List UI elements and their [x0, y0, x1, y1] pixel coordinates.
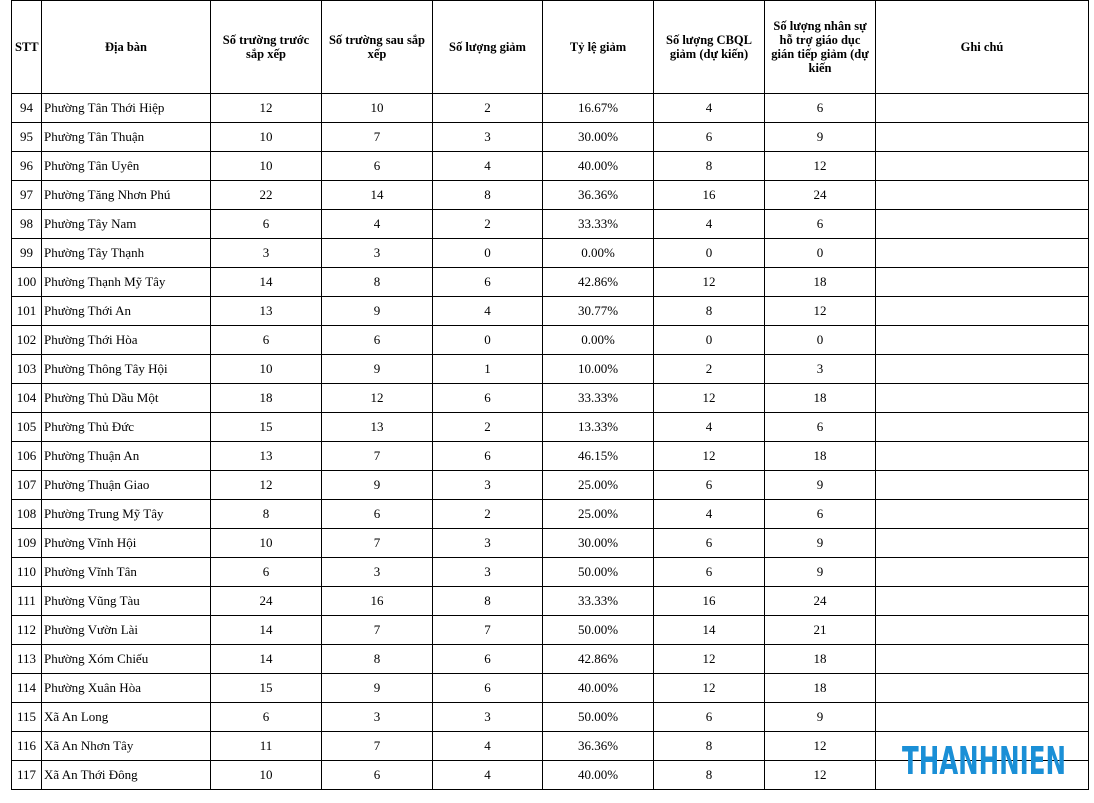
- cell-reduction-count: 4: [433, 152, 543, 181]
- col-header-reduction-rate: Tỷ lệ giảm: [543, 1, 654, 94]
- cell-schools-before: 22: [211, 181, 322, 210]
- col-header-schools-before: Số trường trước sắp xếp: [211, 1, 322, 94]
- table-row: [12, 355, 1089, 384]
- watermark-text: THANHNIEN: [902, 739, 1066, 780]
- cell-schools-before: 11: [211, 732, 322, 761]
- cell-schools-after: 7: [322, 529, 433, 558]
- table-row: [12, 239, 1089, 268]
- cell-notes: [876, 587, 1089, 616]
- cell-support-staff-reduced: 0: [765, 326, 876, 355]
- cell-stt: 95: [12, 123, 42, 152]
- cell-notes: [876, 384, 1089, 413]
- cell-reduction-rate: 0.00%: [543, 239, 654, 268]
- cell-schools-after: 6: [322, 326, 433, 355]
- cell-reduction-rate: 40.00%: [543, 152, 654, 181]
- cell-stt: 109: [12, 529, 42, 558]
- cell-managers-reduced: 6: [654, 123, 765, 152]
- cell-schools-before: 18: [211, 384, 322, 413]
- cell-schools-before: 12: [211, 471, 322, 500]
- cell-schools-after: 6: [322, 500, 433, 529]
- cell-area: Phường Vĩnh Hội: [42, 529, 211, 558]
- cell-managers-reduced: 4: [654, 210, 765, 239]
- table-row: [12, 326, 1089, 355]
- cell-reduction-rate: 33.33%: [543, 587, 654, 616]
- cell-stt: 103: [12, 355, 42, 384]
- cell-managers-reduced: 12: [654, 674, 765, 703]
- table-row: [12, 94, 1089, 123]
- cell-area: Phường Thới An: [42, 297, 211, 326]
- table-row: [12, 210, 1089, 239]
- cell-schools-before: 6: [211, 558, 322, 587]
- cell-schools-after: 3: [322, 239, 433, 268]
- cell-managers-reduced: 16: [654, 587, 765, 616]
- col-header-reduction-count: Số lượng giảm: [433, 1, 543, 94]
- cell-notes: [876, 94, 1089, 123]
- cell-managers-reduced: 6: [654, 558, 765, 587]
- cell-notes: [876, 413, 1089, 442]
- cell-area: Phường Thới Hòa: [42, 326, 211, 355]
- cell-managers-reduced: 6: [654, 703, 765, 732]
- cell-support-staff-reduced: 18: [765, 674, 876, 703]
- cell-support-staff-reduced: 18: [765, 268, 876, 297]
- cell-schools-after: 9: [322, 674, 433, 703]
- cell-schools-after: 7: [322, 442, 433, 471]
- cell-schools-after: 9: [322, 471, 433, 500]
- cell-support-staff-reduced: 18: [765, 384, 876, 413]
- cell-support-staff-reduced: 12: [765, 761, 876, 790]
- cell-schools-before: 15: [211, 413, 322, 442]
- table-row: [12, 181, 1089, 210]
- cell-reduction-rate: 25.00%: [543, 500, 654, 529]
- cell-area: Phường Tân Thới Hiệp: [42, 94, 211, 123]
- cell-schools-before: 8: [211, 500, 322, 529]
- cell-support-staff-reduced: 18: [765, 645, 876, 674]
- cell-support-staff-reduced: 3: [765, 355, 876, 384]
- cell-stt: 116: [12, 732, 42, 761]
- cell-reduction-count: 3: [433, 123, 543, 152]
- cell-area: Phường Xuân Hòa: [42, 674, 211, 703]
- cell-reduction-count: 4: [433, 761, 543, 790]
- table-row: [12, 587, 1089, 616]
- cell-schools-after: 7: [322, 732, 433, 761]
- cell-notes: [876, 529, 1089, 558]
- cell-reduction-rate: 25.00%: [543, 471, 654, 500]
- cell-notes: [876, 210, 1089, 239]
- cell-area: Phường Tăng Nhơn Phú: [42, 181, 211, 210]
- cell-reduction-count: 1: [433, 355, 543, 384]
- cell-schools-before: 6: [211, 210, 322, 239]
- cell-notes: [876, 326, 1089, 355]
- cell-stt: 107: [12, 471, 42, 500]
- cell-schools-after: 8: [322, 268, 433, 297]
- table-row: [12, 529, 1089, 558]
- cell-stt: 115: [12, 703, 42, 732]
- cell-reduction-rate: 0.00%: [543, 326, 654, 355]
- cell-managers-reduced: 14: [654, 616, 765, 645]
- cell-notes: [876, 355, 1089, 384]
- cell-reduction-rate: 42.86%: [543, 645, 654, 674]
- cell-managers-reduced: 4: [654, 94, 765, 123]
- cell-schools-after: 7: [322, 616, 433, 645]
- cell-stt: 101: [12, 297, 42, 326]
- cell-support-staff-reduced: 12: [765, 732, 876, 761]
- cell-reduction-count: 6: [433, 384, 543, 413]
- cell-schools-before: 3: [211, 239, 322, 268]
- cell-schools-after: 8: [322, 645, 433, 674]
- table-row: [12, 761, 1089, 790]
- cell-reduction-count: 0: [433, 326, 543, 355]
- cell-area: Phường Tân Uyên: [42, 152, 211, 181]
- cell-managers-reduced: 8: [654, 732, 765, 761]
- cell-reduction-count: 3: [433, 471, 543, 500]
- cell-stt: 110: [12, 558, 42, 587]
- cell-support-staff-reduced: 9: [765, 123, 876, 152]
- cell-managers-reduced: 0: [654, 326, 765, 355]
- cell-schools-after: 12: [322, 384, 433, 413]
- cell-stt: 100: [12, 268, 42, 297]
- cell-schools-before: 10: [211, 152, 322, 181]
- cell-area: Phường Tân Thuận: [42, 123, 211, 152]
- cell-schools-after: 3: [322, 703, 433, 732]
- cell-reduction-rate: 16.67%: [543, 94, 654, 123]
- cell-reduction-rate: 33.33%: [543, 384, 654, 413]
- cell-schools-after: 6: [322, 152, 433, 181]
- cell-stt: 104: [12, 384, 42, 413]
- cell-reduction-count: 8: [433, 181, 543, 210]
- col-header-support-staff-reduced: Số lượng nhân sự hỗ trợ giáo dục gián tiếp giảm (dự kiến: [765, 1, 876, 94]
- cell-managers-reduced: 4: [654, 500, 765, 529]
- data-table-sheet: [11, 0, 1089, 790]
- cell-reduction-count: 6: [433, 268, 543, 297]
- cell-managers-reduced: 8: [654, 152, 765, 181]
- cell-support-staff-reduced: 6: [765, 94, 876, 123]
- cell-reduction-rate: 46.15%: [543, 442, 654, 471]
- cell-notes: [876, 732, 1089, 761]
- cell-reduction-rate: 33.33%: [543, 210, 654, 239]
- cell-schools-before: 14: [211, 645, 322, 674]
- cell-notes: [876, 471, 1089, 500]
- school-reduction-table: [11, 0, 1089, 790]
- cell-reduction-rate: 36.36%: [543, 732, 654, 761]
- cell-notes: [876, 152, 1089, 181]
- cell-stt: 99: [12, 239, 42, 268]
- cell-stt: 105: [12, 413, 42, 442]
- table-row: [12, 413, 1089, 442]
- cell-managers-reduced: 8: [654, 761, 765, 790]
- cell-notes: [876, 616, 1089, 645]
- cell-notes: [876, 645, 1089, 674]
- cell-schools-before: 10: [211, 529, 322, 558]
- cell-area: Phường Vũng Tàu: [42, 587, 211, 616]
- cell-support-staff-reduced: 6: [765, 413, 876, 442]
- cell-managers-reduced: 16: [654, 181, 765, 210]
- table-row: [12, 674, 1089, 703]
- cell-managers-reduced: 6: [654, 471, 765, 500]
- col-header-stt: STT: [12, 1, 42, 94]
- cell-reduction-rate: 50.00%: [543, 616, 654, 645]
- col-header-notes: Ghi chú: [876, 1, 1089, 94]
- cell-schools-after: 6: [322, 761, 433, 790]
- cell-support-staff-reduced: 12: [765, 152, 876, 181]
- cell-managers-reduced: 12: [654, 442, 765, 471]
- table-row: [12, 442, 1089, 471]
- table-row: [12, 703, 1089, 732]
- cell-support-staff-reduced: 6: [765, 500, 876, 529]
- table-row: [12, 645, 1089, 674]
- cell-schools-before: 14: [211, 268, 322, 297]
- cell-reduction-rate: 42.86%: [543, 268, 654, 297]
- cell-schools-after: 13: [322, 413, 433, 442]
- cell-stt: 112: [12, 616, 42, 645]
- cell-area: Xã An Thới Đông: [42, 761, 211, 790]
- cell-stt: 113: [12, 645, 42, 674]
- cell-notes: [876, 181, 1089, 210]
- table-row: [12, 558, 1089, 587]
- cell-area: Phường Thủ Dầu Một: [42, 384, 211, 413]
- cell-stt: 96: [12, 152, 42, 181]
- cell-reduction-count: 6: [433, 674, 543, 703]
- cell-notes: [876, 123, 1089, 152]
- table-row: [12, 123, 1089, 152]
- cell-area: Xã An Nhơn Tây: [42, 732, 211, 761]
- table-body: [12, 94, 1089, 790]
- table-row: [12, 500, 1089, 529]
- cell-notes: [876, 761, 1089, 790]
- table-row: [12, 616, 1089, 645]
- cell-managers-reduced: 0: [654, 239, 765, 268]
- cell-area: Phường Thông Tây Hội: [42, 355, 211, 384]
- cell-schools-before: 10: [211, 355, 322, 384]
- cell-managers-reduced: 12: [654, 645, 765, 674]
- cell-schools-before: 24: [211, 587, 322, 616]
- cell-schools-after: 4: [322, 210, 433, 239]
- cell-schools-after: 9: [322, 297, 433, 326]
- cell-reduction-count: 6: [433, 645, 543, 674]
- cell-schools-after: 16: [322, 587, 433, 616]
- cell-reduction-count: 2: [433, 210, 543, 239]
- cell-support-staff-reduced: 6: [765, 210, 876, 239]
- cell-stt: 97: [12, 181, 42, 210]
- cell-support-staff-reduced: 0: [765, 239, 876, 268]
- cell-area: Phường Thạnh Mỹ Tây: [42, 268, 211, 297]
- cell-reduction-rate: 10.00%: [543, 355, 654, 384]
- cell-reduction-count: 3: [433, 558, 543, 587]
- cell-schools-before: 13: [211, 442, 322, 471]
- cell-reduction-rate: 30.00%: [543, 123, 654, 152]
- cell-managers-reduced: 12: [654, 268, 765, 297]
- cell-notes: [876, 674, 1089, 703]
- cell-area: Phường Xóm Chiếu: [42, 645, 211, 674]
- cell-support-staff-reduced: 12: [765, 297, 876, 326]
- cell-notes: [876, 297, 1089, 326]
- cell-schools-after: 9: [322, 355, 433, 384]
- cell-reduction-count: 3: [433, 703, 543, 732]
- cell-schools-before: 6: [211, 326, 322, 355]
- cell-reduction-count: 2: [433, 413, 543, 442]
- cell-reduction-rate: 50.00%: [543, 558, 654, 587]
- cell-reduction-rate: 40.00%: [543, 674, 654, 703]
- cell-notes: [876, 703, 1089, 732]
- cell-managers-reduced: 2: [654, 355, 765, 384]
- col-header-managers-reduced: Số lượng CBQL giảm (dự kiến): [654, 1, 765, 94]
- cell-notes: [876, 239, 1089, 268]
- cell-stt: 117: [12, 761, 42, 790]
- cell-notes: [876, 442, 1089, 471]
- cell-reduction-rate: 40.00%: [543, 761, 654, 790]
- cell-managers-reduced: 4: [654, 413, 765, 442]
- cell-notes: [876, 268, 1089, 297]
- cell-schools-before: 12: [211, 94, 322, 123]
- cell-schools-after: 7: [322, 123, 433, 152]
- cell-reduction-count: 2: [433, 94, 543, 123]
- cell-managers-reduced: 8: [654, 297, 765, 326]
- cell-schools-before: 13: [211, 297, 322, 326]
- cell-stt: 94: [12, 94, 42, 123]
- cell-support-staff-reduced: 18: [765, 442, 876, 471]
- cell-support-staff-reduced: 24: [765, 181, 876, 210]
- cell-area: Xã An Long: [42, 703, 211, 732]
- cell-support-staff-reduced: 24: [765, 587, 876, 616]
- cell-reduction-count: 0: [433, 239, 543, 268]
- table-row: [12, 471, 1089, 500]
- cell-schools-before: 10: [211, 123, 322, 152]
- col-header-area: Địa bàn: [42, 1, 211, 94]
- cell-stt: 102: [12, 326, 42, 355]
- cell-reduction-rate: 50.00%: [543, 703, 654, 732]
- cell-schools-after: 14: [322, 181, 433, 210]
- cell-support-staff-reduced: 21: [765, 616, 876, 645]
- col-header-schools-after: Số trường sau sắp xếp: [322, 1, 433, 94]
- cell-area: Phường Vườn Lài: [42, 616, 211, 645]
- cell-stt: 106: [12, 442, 42, 471]
- cell-managers-reduced: 6: [654, 529, 765, 558]
- cell-area: Phường Tây Thạnh: [42, 239, 211, 268]
- cell-support-staff-reduced: 9: [765, 703, 876, 732]
- cell-schools-after: 3: [322, 558, 433, 587]
- cell-reduction-count: 2: [433, 500, 543, 529]
- header-row: [12, 1, 1089, 94]
- cell-support-staff-reduced: 9: [765, 471, 876, 500]
- cell-support-staff-reduced: 9: [765, 558, 876, 587]
- cell-stt: 98: [12, 210, 42, 239]
- cell-managers-reduced: 12: [654, 384, 765, 413]
- cell-schools-before: 15: [211, 674, 322, 703]
- table-row: [12, 268, 1089, 297]
- cell-reduction-count: 3: [433, 529, 543, 558]
- cell-notes: [876, 558, 1089, 587]
- cell-reduction-count: 6: [433, 442, 543, 471]
- cell-reduction-count: 8: [433, 587, 543, 616]
- cell-reduction-count: 4: [433, 732, 543, 761]
- cell-reduction-rate: 13.33%: [543, 413, 654, 442]
- cell-area: Phường Thuận An: [42, 442, 211, 471]
- cell-notes: [876, 500, 1089, 529]
- cell-schools-before: 10: [211, 761, 322, 790]
- table-row: [12, 384, 1089, 413]
- cell-area: Phường Vĩnh Tân: [42, 558, 211, 587]
- cell-area: Phường Trung Mỹ Tây: [42, 500, 211, 529]
- cell-stt: 111: [12, 587, 42, 616]
- cell-reduction-count: 4: [433, 297, 543, 326]
- table-row: [12, 297, 1089, 326]
- cell-stt: 108: [12, 500, 42, 529]
- cell-reduction-count: 7: [433, 616, 543, 645]
- cell-reduction-rate: 30.77%: [543, 297, 654, 326]
- table-row: [12, 152, 1089, 181]
- cell-area: Phường Thuận Giao: [42, 471, 211, 500]
- cell-support-staff-reduced: 9: [765, 529, 876, 558]
- table-row: [12, 732, 1089, 761]
- cell-reduction-rate: 30.00%: [543, 529, 654, 558]
- cell-stt: 114: [12, 674, 42, 703]
- cell-schools-before: 14: [211, 616, 322, 645]
- cell-schools-before: 6: [211, 703, 322, 732]
- cell-area: Phường Tây Nam: [42, 210, 211, 239]
- cell-area: Phường Thủ Đức: [42, 413, 211, 442]
- cell-reduction-rate: 36.36%: [543, 181, 654, 210]
- cell-schools-after: 10: [322, 94, 433, 123]
